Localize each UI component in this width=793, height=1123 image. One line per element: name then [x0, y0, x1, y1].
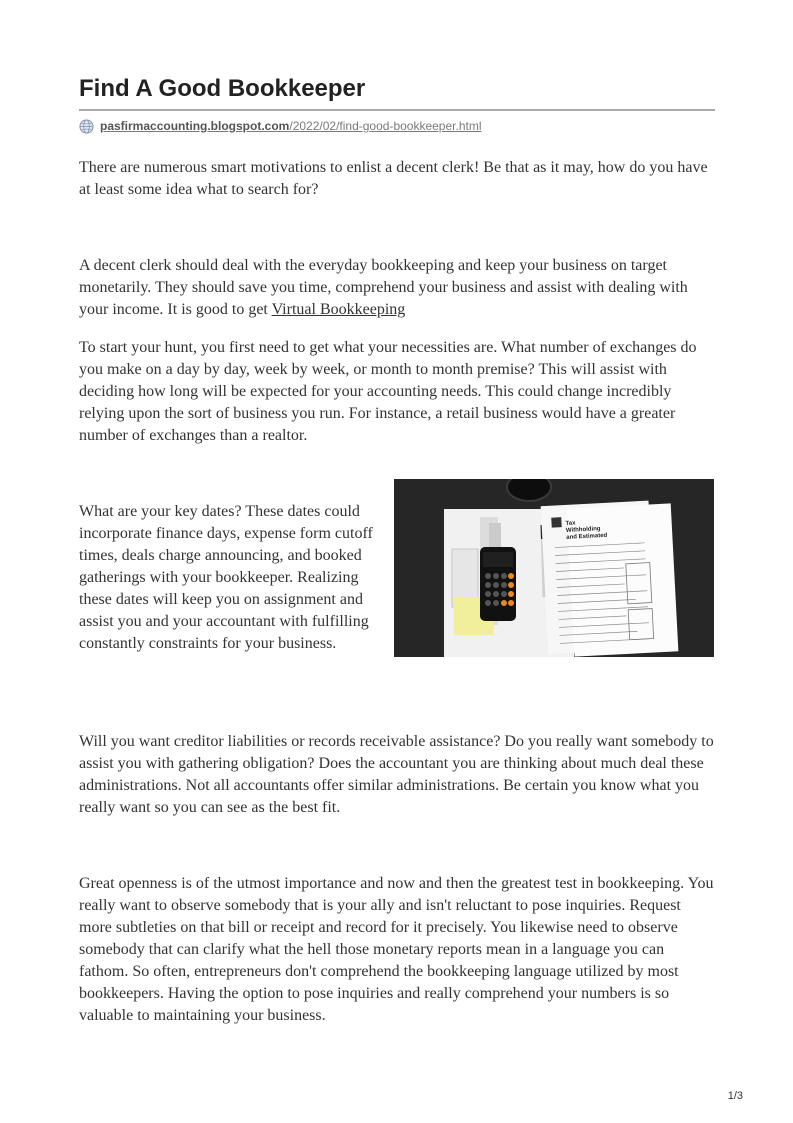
source-url[interactable]: [100, 119, 482, 133]
photo-form-title-line2: Withholding: [565, 526, 601, 534]
photo-form-title-line3: and Estimated: [566, 532, 608, 541]
source-path[interactable]: /2022/02/find-good-bookkeeper.html: [289, 119, 482, 133]
paragraph-communication: Great openness is of the utmost importance and now and then the greatest test in bookkeeping. You really want to observe somebody that is your ally and isn't reluctant to pose inquiries. Request more subtleties on that bill or receipt and record for it precisely. You likewise need to observe somebody that can clarify what the hell those monetary reports mean in a language you can fathom. So often, entrepreneurs don't comprehend the bookkeeping language utilized by most bookkeepers. Having the option to pose inquiries and really comprehend your numbers is so valuable to maintaining your business.: [79, 875, 714, 1024]
virtual-bookkeeping-link[interactable]: Virtual Bookkeeping: [271, 301, 406, 318]
paragraph-intro: There are numerous smart motivations to enlist a decent clerk! Be that as it may, how do you have at least some idea what to search for?: [79, 159, 708, 198]
article-photo-tax-forms-calculator: [394, 479, 714, 657]
paragraph-services: Will you want creditor liabilities or records receivable assistance? Do you really want somebody to assist you with gathering obligation? Does the accountant you are thinking about much deal these administrations. Not all accountants offer similar administrations. Be certain you know what you really want so you can see as the best fit.: [79, 733, 714, 816]
source-link-row[interactable]: [79, 116, 482, 136]
paragraph-clerk-duties: [79, 255, 715, 321]
paragraph-necessities: To start your hunt, you first need to get what your necessities are. What number of exchanges do you make on a day by day, week by week, or month to month premise? This will assist with deciding how long will be expected for your accounting needs. This could change incredibly relying upon the sort of business you run. For instance, a retail business would have a greater number of exchanges than a realtor.: [79, 339, 697, 444]
page-indicator: 1/3: [727, 1090, 743, 1102]
title-divider: [79, 109, 715, 111]
photo-form-title-line1: Tax: [565, 520, 576, 527]
globe-icon: [79, 119, 94, 134]
paragraph-clerk-duties-text: A decent clerk should deal with the everyday bookkeeping and keep your business on target monetarily. They should save you time, comprehend your business and assist with dealing with your income. It is good to get: [79, 257, 688, 318]
page-title: Find A Good Bookkeeper: [79, 75, 366, 102]
paragraph-key-dates: What are your key dates? These dates could incorporate finance days, expense form cutoff times, deals charge announcing, and booked gatherings with your bookkeeper. Realizing these dates will keep you on assignment and assist you and your accountant with fulfilling constantly constraints for your business.: [79, 503, 373, 652]
source-domain[interactable]: pasfirmaccounting.blogspot.com: [100, 119, 290, 133]
